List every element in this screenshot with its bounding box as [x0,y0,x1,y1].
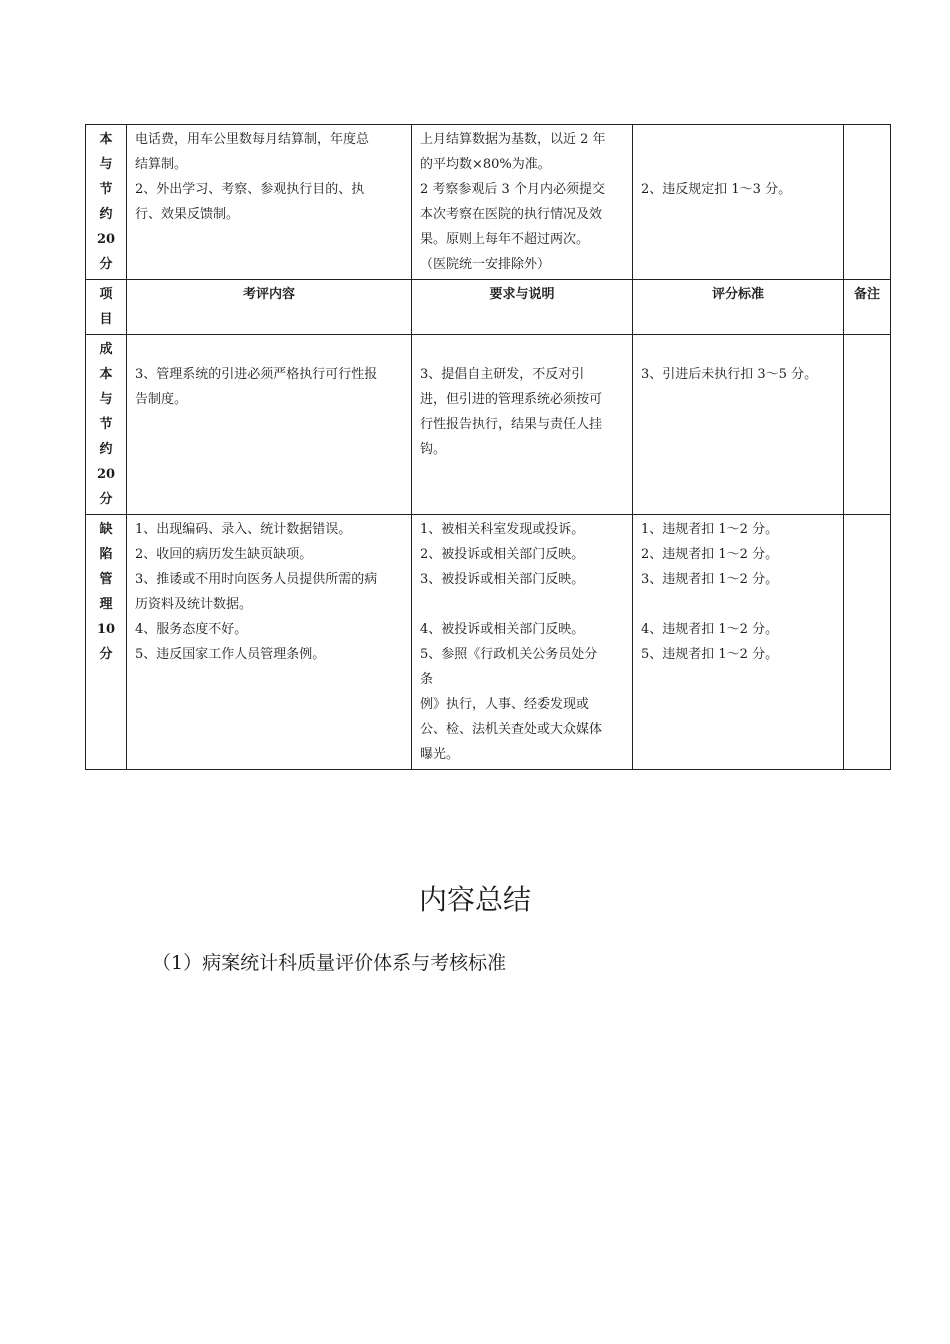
cell-line: 节 [99,182,113,197]
cell-line: 目 [99,312,113,327]
cell-line: 3、管理系统的引进必须严格执行可行性报 [135,367,378,382]
header-content: 考评内容 [127,280,412,335]
cell-line: （医院统一安排除外） [420,257,551,272]
cell-line: 节 [99,417,113,432]
cell-line: 告制度。 [135,392,188,407]
content-cell [127,335,412,515]
requirement-cell [412,335,633,515]
cell-line: 公、检、法机关查处或大众媒体 [420,722,603,737]
cell-line: 2、违反规定扣 1～3 分。 [641,182,792,197]
table-row [86,335,891,515]
cell-line: 分 [99,492,113,507]
remark-cell [844,125,891,280]
cell-line: 陷 [99,547,113,562]
cell-line: 3、被投诉或相关部门反映。 [420,572,585,587]
cell-line: 历资料及统计数据。 [135,597,253,612]
cell-line [641,337,835,362]
cell-line: 20 [96,467,116,482]
cell-line: 与 [99,392,113,407]
cell-line: 曝光。 [420,747,460,762]
cell-line: 例》执行，人事、经委发现或 [420,697,590,712]
cell-line: 4、违规者扣 1～2 分。 [641,622,779,637]
cell-line: 1、违规者扣 1～2 分。 [641,522,779,537]
cell-line: 电话费，用车公里数每月结算制，年度总 [135,132,370,147]
cell-line: 进，但引进的管理系统必须按可 [420,392,603,407]
summary-title: 内容总结 [418,883,531,916]
cell-line: 钩。 [420,442,447,457]
cell-line: 2、收回的病历发生缺页缺项。 [135,547,313,562]
cell-line: 2、违规者扣 1～2 分。 [641,547,779,562]
cell-line: 分 [99,257,113,272]
standard-cell [633,125,844,280]
cell-line: 行、效果反馈制。 [135,207,240,222]
cell-line: 条 [420,672,434,687]
cell-line: 10 [96,622,116,637]
cell-line: 本次考察在医院的执行情况及效 [420,207,603,222]
content-cell [127,125,412,280]
table-header-row [86,280,891,335]
cell-line: 的平均数×80%为准。 [420,157,551,172]
cell-line: 本 [99,367,113,382]
cell-line [641,152,835,177]
cell-line: 约 [99,207,113,222]
remark-cell [844,335,891,515]
header-remark: 备注 [844,280,891,335]
requirement-cell [412,125,633,280]
cell-line: 3、推诿或不用时向医务人员提供所需的病 [135,572,378,587]
evaluation-table [85,124,891,770]
cell-line: 分 [99,647,113,662]
cell-line [641,127,835,152]
cell-line: 结算制。 [135,157,188,172]
cell-line: 5、参照《行政机关公务员处分 [420,647,598,662]
cell-line: 5、违规者扣 1～2 分。 [641,647,779,662]
cell-line: 果。原则上每年不超过两次。 [420,232,590,247]
cell-line: 本 [99,132,113,147]
cell-line: 3、引进后未执行扣 3～5 分。 [641,367,818,382]
cell-line: 缺 [99,522,113,537]
cell-line: 约 [99,442,113,457]
cell-line [420,337,624,362]
header-standard: 评分标准 [633,280,844,335]
cell-line: 3、提倡自主研发，不反对引 [420,367,585,382]
cell-line [135,337,403,362]
cell-line: 1、出现编码、录入、统计数据错误。 [135,522,352,537]
row-item-cell [86,125,127,280]
cell-line: 上月结算数据为基数，以近 2 年 [420,132,606,147]
remark-cell [844,515,891,770]
cell-line [420,592,624,617]
standard-cell [633,335,844,515]
cell-line: 理 [99,597,113,612]
cell-line: 2、外出学习、考察、参观执行目的、执 [135,182,365,197]
requirement-cell [412,515,633,770]
table-row [86,125,891,280]
cell-line: 2、被投诉或相关部门反映。 [420,547,585,562]
cell-line: 与 [99,157,113,172]
cell-line: 成 [99,342,113,357]
cell-line: 4、被投诉或相关部门反映。 [420,622,585,637]
cell-line: 1、被相关科室发现或投诉。 [420,522,585,537]
cell-line: 2 考察参观后 3 个月内必须提交 [420,182,605,197]
content-cell [127,515,412,770]
cell-line: 3、违规者扣 1～2 分。 [641,572,779,587]
cell-line: 管 [99,572,113,587]
cell-line [641,592,835,617]
cell-line: 4、服务态度不好。 [135,622,248,637]
cell-line: 项 [99,287,113,302]
table-row [86,515,891,770]
cell-line: 行性报告执行，结果与责任人挂 [420,417,603,432]
header-item [86,280,127,335]
summary-subtitle: （1）病案统计科质量评价体系与考核标准 [152,952,507,974]
header-requirement: 要求与说明 [412,280,633,335]
standard-cell [633,515,844,770]
cell-line: 5、违反国家工作人员管理条例。 [135,647,326,662]
row-item-cell [86,335,127,515]
row-item-cell [86,515,127,770]
cell-line: 20 [96,232,116,247]
